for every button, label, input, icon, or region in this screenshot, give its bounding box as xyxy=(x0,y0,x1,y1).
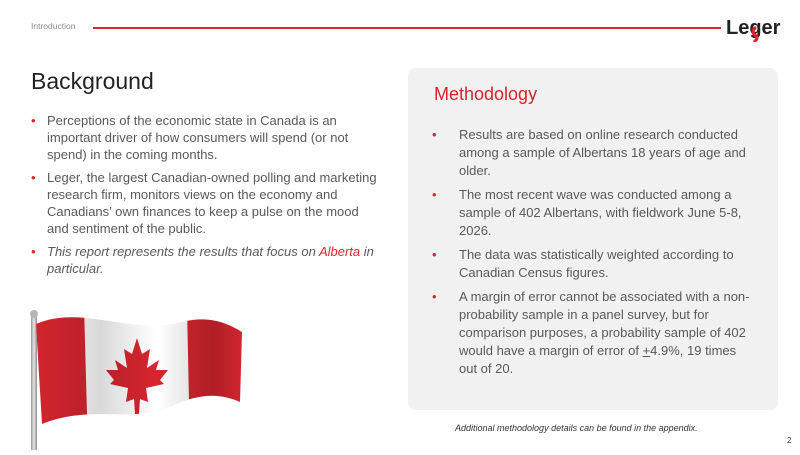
section-label: Introduction xyxy=(31,21,76,31)
background-bullet-3 xyxy=(31,243,381,277)
methodology-bullet-3 xyxy=(432,246,752,282)
bullet-glyph: • xyxy=(432,247,437,262)
methodology-bullet-4 xyxy=(432,288,752,378)
alberta-highlight: Alberta xyxy=(318,244,361,259)
methodology-bullet-1-text: Results are based on online research conducted among a sample of Albertans 18 years of age and older. xyxy=(459,127,746,178)
bullet-glyph: • xyxy=(432,289,437,304)
canadian-flag-image xyxy=(22,306,247,450)
bullet-glyph: • xyxy=(31,113,36,128)
background-bullet-3-text-before: This report represents the results that focus on xyxy=(47,244,319,259)
background-bullet-2-text: Leger, the largest Canadian-owned polling and marketing research firm, monitors views on the economy and Canadians’ own finances to keep a pulse on the mood and sentiment of the public. xyxy=(47,170,377,236)
logo-text: Leger xyxy=(726,17,781,39)
bullet-glyph: • xyxy=(432,187,437,202)
methodology-panel xyxy=(408,68,778,410)
appendix-footnote: Additional methodology details can be found in the appendix. xyxy=(455,423,698,433)
flag-cloth xyxy=(22,306,247,450)
background-bullet-3-text-after: in particular. xyxy=(47,244,374,276)
page-number: 2 xyxy=(787,436,792,445)
methodology-bullet-3-text: The data was statistically weighted according to Canadian Census figures. xyxy=(459,247,734,280)
flag-pole-finial xyxy=(30,310,38,318)
bullet-glyph: • xyxy=(432,127,437,142)
leger-logo xyxy=(726,14,784,42)
bullet-glyph: • xyxy=(31,244,36,259)
plus-minus-sign: + xyxy=(642,343,651,358)
background-bullet-1-text: Perceptions of the economic state in Canada is an important driver of how consumers will spend (or not spend) in the coming months. xyxy=(47,113,349,162)
background-title: Background xyxy=(31,68,154,94)
flag-pole xyxy=(31,312,37,450)
methodology-bullet-1 xyxy=(432,126,752,180)
methodology-bullet-2 xyxy=(432,186,752,240)
methodology-bullet-2-text: The most recent wave was conducted among a sample of 402 Albertans, with fieldwork June 5-8, 2026. xyxy=(459,187,742,238)
background-bullet-list xyxy=(31,112,381,283)
background-bullet-2 xyxy=(31,169,381,237)
methodology-bullet-4-text-before: A margin of error cannot be associated with a non-probability sample in a panel survey, but for comparison purposes, a probability sample of 402 would have a margin of error of xyxy=(459,289,750,358)
bullet-glyph: • xyxy=(31,170,36,185)
canadian-flag-icon xyxy=(22,306,247,450)
background-bullet-1 xyxy=(31,112,381,163)
methodology-bullet-4-text-after: 4.9%, 19 times out of 20. xyxy=(459,343,737,376)
methodology-title: Methodology xyxy=(434,84,538,104)
leger-logo-icon xyxy=(726,14,784,42)
header-divider xyxy=(93,27,721,29)
methodology-bullet-list xyxy=(432,126,752,384)
